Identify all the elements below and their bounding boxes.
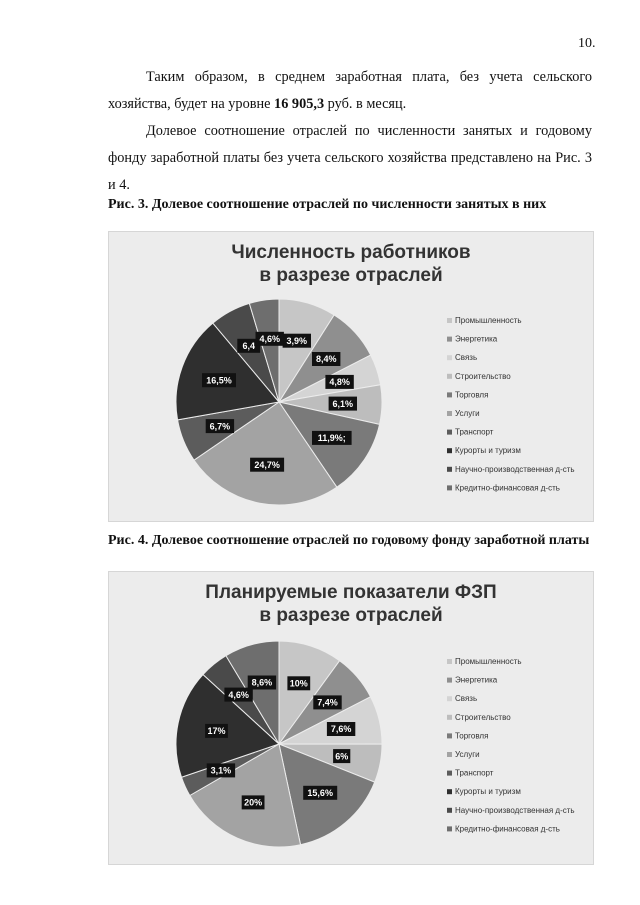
data-label xyxy=(287,676,310,690)
data-label xyxy=(242,795,265,809)
legend-swatch xyxy=(447,392,452,397)
legend-swatch xyxy=(447,485,452,490)
data-label-text: 4,6% xyxy=(259,334,280,344)
legend-swatch xyxy=(447,467,452,472)
legend-swatch xyxy=(447,752,452,757)
legend-swatch xyxy=(447,374,452,379)
average-salary-value: 16 905,3 xyxy=(274,96,325,112)
data-label-text: 8,4% xyxy=(315,354,337,365)
legend-entry: Научно-производственная д-сть xyxy=(455,805,575,815)
legend-swatch xyxy=(447,808,452,813)
chart-legend xyxy=(447,316,575,492)
data-label xyxy=(206,419,234,433)
legend-swatch xyxy=(447,771,452,776)
data-label-text: 6% xyxy=(335,751,349,762)
chart-2-svg xyxy=(109,572,593,864)
paragraph-1-text: Таким образом, в среднем заработная плата, без учета сельского хозяйства, будет на уровне xyxy=(108,69,592,112)
data-label xyxy=(333,749,350,763)
chart-title-line: в разрезе отраслей xyxy=(259,265,443,286)
chart-title-line: в разрезе отраслей xyxy=(259,605,443,626)
legend-entry: Промышленность xyxy=(455,316,522,325)
legend-entry: Строительство xyxy=(455,371,511,381)
data-label xyxy=(248,676,276,690)
legend-entry: Транспорт xyxy=(455,427,494,437)
legend-swatch xyxy=(447,733,452,738)
paragraph-1-end: руб. в месяц. xyxy=(324,96,407,112)
legend-entry: Транспорт xyxy=(455,768,494,778)
data-label-text: 16,5% xyxy=(206,375,232,386)
legend-swatch xyxy=(447,826,452,831)
legend-entry: Услуги xyxy=(455,750,480,759)
data-label xyxy=(312,352,340,366)
data-label-text: 3,9% xyxy=(286,335,308,346)
legend-entry: Энергетика xyxy=(455,334,498,344)
data-label xyxy=(313,695,341,709)
legend-entry: Связь xyxy=(455,694,478,704)
figure-4-caption: Рис. 4. Долевое соотношение отраслей по годовому фонду заработной платы xyxy=(108,533,590,548)
legend-entry: Энергетика xyxy=(455,675,498,685)
data-label-text: 17% xyxy=(207,726,226,737)
data-label xyxy=(207,763,235,777)
legend-swatch xyxy=(447,678,452,683)
data-label-text: 10% xyxy=(289,678,308,689)
data-label-text: 3,1% xyxy=(210,765,232,776)
chart-2-container xyxy=(108,571,594,865)
legend-swatch xyxy=(447,448,452,453)
legend-swatch xyxy=(447,659,452,664)
data-label xyxy=(250,458,284,472)
data-label xyxy=(283,334,311,348)
data-label-text: 8,6% xyxy=(251,677,273,688)
data-label-text: 24,7% xyxy=(254,459,280,470)
data-label xyxy=(325,375,353,389)
data-label-text: 6,1% xyxy=(332,398,354,409)
legend-entry: Курорты и туризм xyxy=(455,787,521,797)
legend-entry: Строительство xyxy=(455,712,511,722)
legend-entry: Торговля xyxy=(455,390,489,400)
legend-swatch xyxy=(447,789,452,794)
data-label xyxy=(224,688,252,702)
page-number: 10. xyxy=(578,36,596,51)
pie-slices xyxy=(176,641,382,847)
legend-entry: Промышленность xyxy=(455,657,522,666)
data-label xyxy=(327,722,355,736)
figure-3-caption: Рис. 3. Долевое соотношение отраслей по численности занятых в них xyxy=(108,197,547,212)
data-label xyxy=(205,724,228,738)
chart-1-svg xyxy=(109,232,593,521)
legend-swatch xyxy=(447,696,452,701)
legend-swatch xyxy=(447,430,452,435)
data-label xyxy=(329,397,357,411)
data-label xyxy=(312,431,352,445)
data-label-text: 6,7% xyxy=(209,421,231,432)
legend-entry: Кредитно-финансовая д-сть xyxy=(455,483,560,493)
chart-title-line: Численность работников xyxy=(231,242,471,263)
legend-entry: Курорты и туризм xyxy=(455,446,521,456)
legend-entry: Научно-производственная д-сть xyxy=(455,464,575,474)
legend-swatch xyxy=(447,337,452,342)
data-label-text: 15,6% xyxy=(307,788,333,798)
data-label-text: 4,8% xyxy=(329,377,350,388)
data-label-text: 7,6% xyxy=(330,724,352,735)
data-label xyxy=(202,373,236,387)
data-label-text: 7,4% xyxy=(317,697,338,708)
legend-swatch xyxy=(447,411,452,416)
data-label-text: 11,9%; xyxy=(317,433,346,444)
paragraph-2: Долевое соотношение отраслей по численности занятых и годовому фонду заработной платы без учета сельского хозяйства представлено на Рис. 3 и 4. xyxy=(108,123,592,193)
legend-swatch xyxy=(447,715,452,720)
data-label-text: 4,6% xyxy=(228,689,249,700)
legend-entry: Кредитно-финансовая д-сть xyxy=(455,824,560,834)
legend-entry: Связь xyxy=(455,353,478,363)
legend-entry: Торговля xyxy=(455,731,489,741)
legend-swatch xyxy=(447,318,452,323)
data-label xyxy=(303,786,337,800)
chart-title-line: Планируемые показатели ФЗП xyxy=(205,582,497,603)
chart-1-container xyxy=(108,231,594,522)
data-label-text: 6,4 xyxy=(242,341,255,351)
paragraph-1 xyxy=(108,64,592,118)
data-label-text: 20% xyxy=(244,797,263,808)
legend-entry: Услуги xyxy=(455,409,480,418)
data-label xyxy=(256,332,284,346)
chart-legend xyxy=(447,657,575,833)
legend-swatch xyxy=(447,355,452,360)
